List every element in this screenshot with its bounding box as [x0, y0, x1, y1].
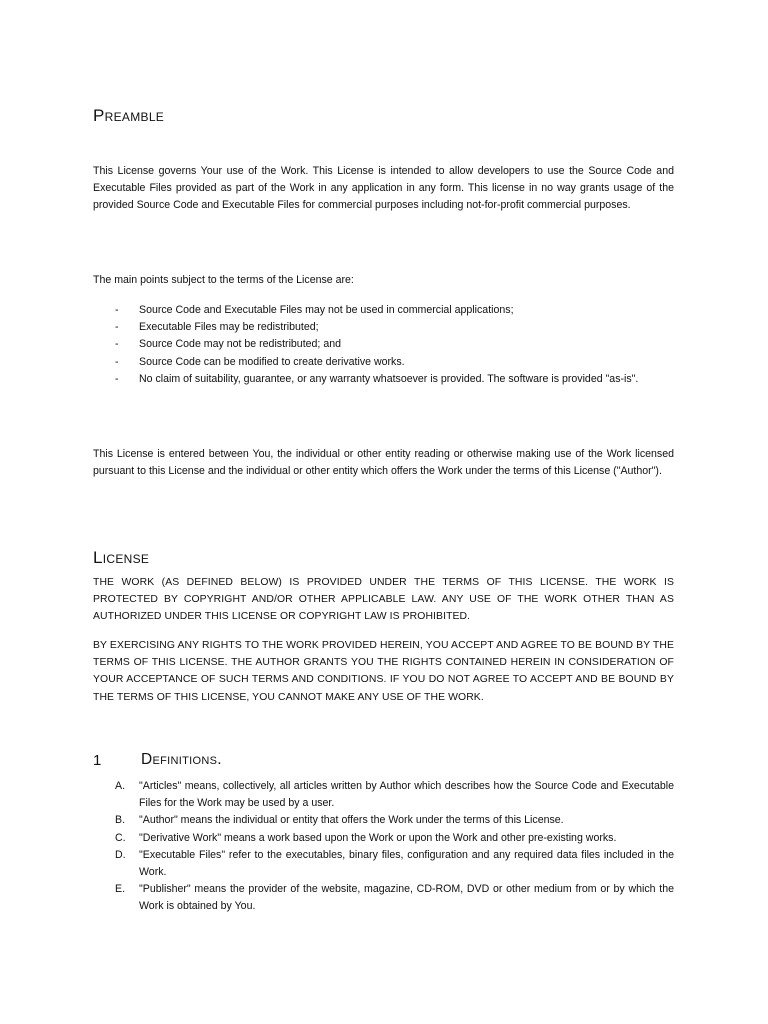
list-item	[93, 371, 674, 388]
definitions-heading: Definitions.	[141, 751, 222, 768]
bullet-marker: -	[115, 355, 119, 368]
list-item-text: Executable Files may be redistributed;	[139, 321, 319, 334]
list-item	[93, 778, 674, 812]
list-marker: B.	[115, 814, 126, 827]
list-item-text: "Derivative Work" means a work based upon the Work or upon the Work and other pre-existing works.	[139, 831, 617, 844]
section-number: 1	[93, 752, 102, 769]
list-item-text: "Executable Files" refer to the executables, binary files, configuration and any required data files included in the Work.	[139, 848, 674, 879]
list-marker: C.	[115, 831, 126, 844]
definitions-list	[93, 778, 674, 916]
list-item	[93, 881, 674, 915]
list-item-text: Source Code may not be redistributed; and	[139, 338, 341, 351]
bullet-marker: -	[115, 304, 119, 316]
list-marker: A.	[115, 780, 126, 792]
list-item	[93, 847, 674, 881]
bullet-marker: -	[115, 338, 119, 351]
list-item	[93, 336, 674, 353]
license-paragraph-1: THE WORK (AS DEFINED BELOW) IS PROVIDED UNDER THE TERMS OF THIS LICENSE. THE WORK IS PROTECTED BY COPYRIGHT AND/OR OTHER APPLICABLE LAW. ANY USE OF THE WORK OTHER THAN AS AUTHORIZED UNDER THIS LICENSE OR COPYRIGHT LAW IS PROHIBITED.	[93, 577, 674, 623]
main-points-list	[93, 302, 674, 388]
list-item-text: Source Code and Executable Files may not be used in commercial applications;	[139, 304, 514, 316]
preamble-paragraph-2: This License is entered between You, the individual or other entity reading or otherwise making use of the Work licensed pursuant to this License and the individual or other entity which offers the Work under the terms of this License ("Author").	[93, 448, 674, 478]
list-item-text: "Author" means the individual or entity that offers the Work under the terms of this License.	[139, 814, 564, 827]
list-item-text: "Publisher" means the provider of the website, magazine, CD-ROM, DVD or other medium from or by which the Work is obtained by You.	[139, 883, 674, 913]
list-item	[93, 830, 674, 847]
list-item-text: No claim of suitability, guarantee, or any warranty whatsoever is provided. The software is provided "as-is".	[139, 372, 639, 385]
list-item	[93, 812, 674, 829]
list-marker: D.	[115, 848, 126, 861]
license-paragraph-2: BY EXERCISING ANY RIGHTS TO THE WORK PROVIDED HEREIN, YOU ACCEPT AND AGREE TO BE BOUND BY THE TERMS OF THIS LICENSE. THE AUTHOR GRANTS YOU THE RIGHTS CONTAINED HEREIN IN CONSIDERATION OF YOUR ACCEPTANCE OF SUCH TERMS AND CONDITIONS. IF YOU DO NOT AGREE TO ACCEPT AND BE BOUND BY THE TERMS OF THIS LICENSE, YOU CANNOT MAKE ANY USE OF THE WORK.	[93, 640, 674, 703]
bullet-marker: -	[115, 372, 119, 385]
bullet-marker: -	[115, 321, 119, 334]
list-item-text: "Articles" means, collectively, all articles written by Author which describes how the Source Code and Executable Files for the Work may be used by a user.	[139, 780, 674, 810]
preamble-paragraph-1: This License governs Your use of the Work. This License is intended to allow developers to use the Source Code and Executable Files provided as part of the Work in any application in any form. This license in no way grants usage of the provided Source Code and Executable Files for commercial purposes including not-for-profit commercial purposes.	[93, 165, 674, 212]
list-marker: E.	[115, 883, 126, 896]
license-heading: License	[93, 548, 150, 567]
preamble-heading: Preamble	[93, 106, 165, 125]
list-item	[93, 302, 674, 319]
main-points-intro: The main points subject to the terms of the License are:	[93, 274, 354, 286]
list-item	[93, 354, 674, 371]
list-item-text: Source Code can be modified to create derivative works.	[139, 355, 405, 368]
list-item	[93, 319, 674, 336]
